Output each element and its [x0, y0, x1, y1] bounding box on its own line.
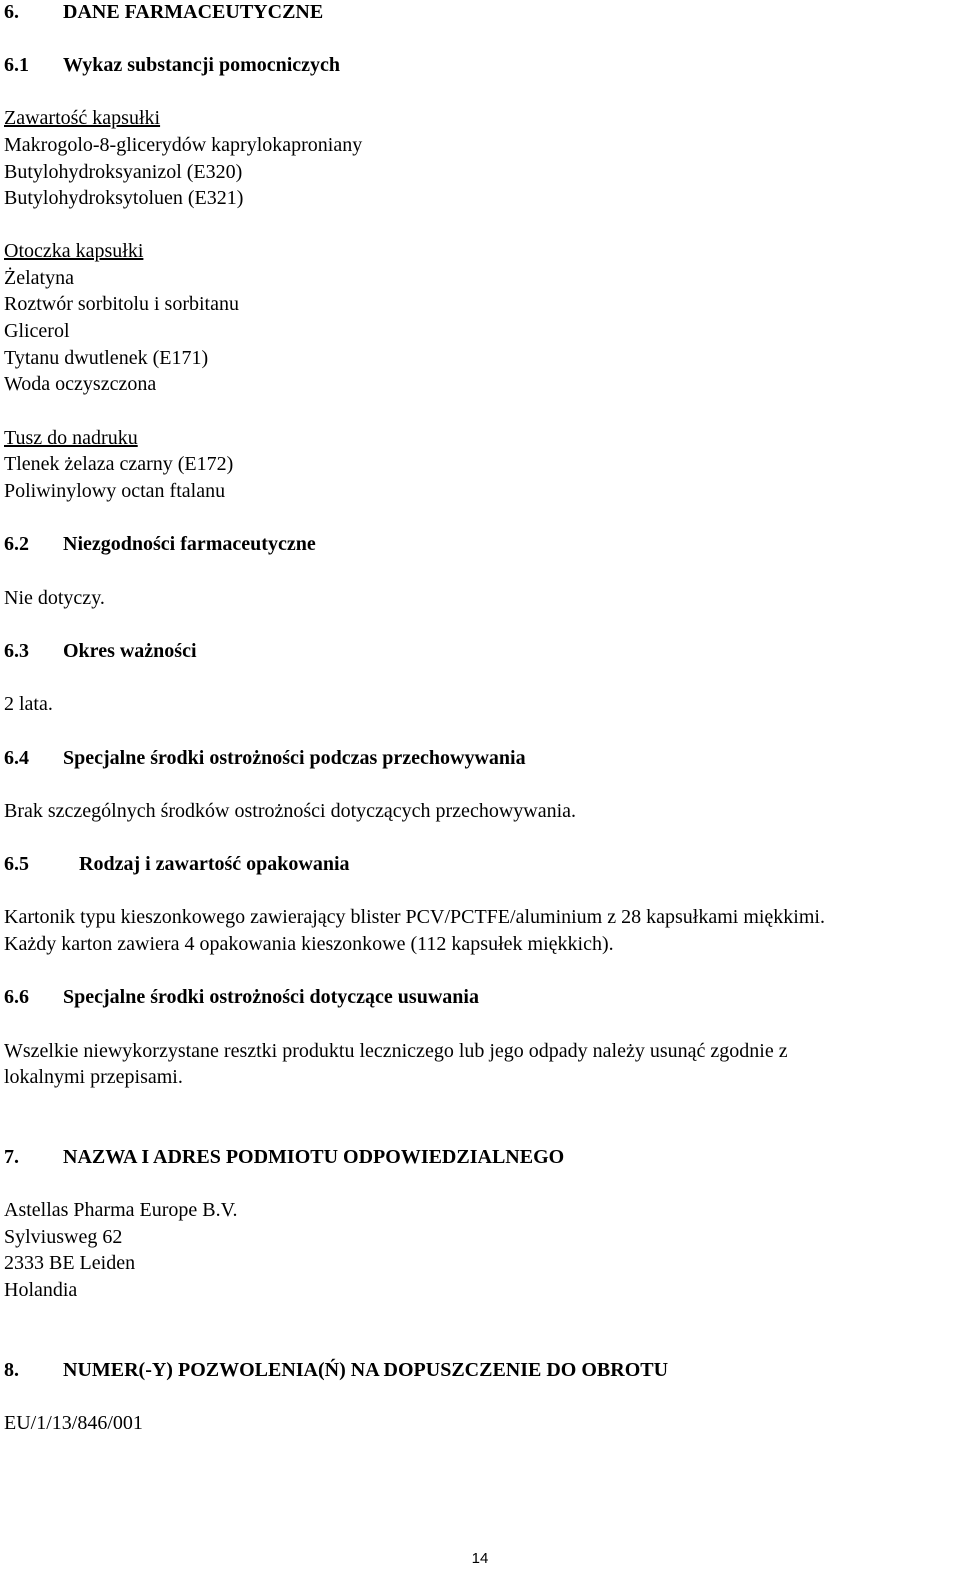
- section-text-line: Kartonik typu kieszonkowego zawierający blister PCV/PCTFE/aluminium z 28 kapsułkami miękkimi.: [4, 906, 825, 928]
- section-number: 6.6: [4, 986, 29, 1008]
- list-item: Makrogolo-8-glicerydów kaprylokaproniany: [4, 134, 363, 156]
- section-title: Niezgodności farmaceutyczne: [63, 533, 316, 555]
- section-text: Brak szczególnych środków ostrożności dotyczących przechowywania.: [4, 800, 577, 822]
- list-item: Tlenek żelaza czarny (E172): [4, 453, 234, 475]
- printing-ink-heading: Tusz do nadruku: [4, 427, 138, 449]
- section-number: 6.2: [4, 533, 29, 555]
- authorisation-number: EU/1/13/846/001: [4, 1412, 143, 1434]
- section-6-1-heading: [4, 53, 340, 77]
- address-line: Astellas Pharma Europe B.V.: [4, 1199, 238, 1221]
- section-number: 6.4: [4, 747, 29, 769]
- section-title: Specjalne środki ostrożności dotyczące usuwania: [63, 986, 479, 1008]
- list-item: Tytanu dwutlenek (E171): [4, 347, 209, 369]
- address-line: Holandia: [4, 1279, 78, 1301]
- list-item: Żelatyna: [4, 267, 74, 289]
- section-text-line: lokalnymi przepisami.: [4, 1066, 183, 1088]
- section-title: NUMER(-Y) POZWOLENIA(Ń) NA DOPUSZCZENIE DO OBROTU: [63, 1359, 669, 1381]
- list-item: Poliwinylowy octan ftalanu: [4, 480, 226, 502]
- section-title: Okres ważności: [63, 640, 197, 662]
- section-number: 8.: [4, 1359, 19, 1381]
- list-item: Butylohydroksyanizol (E320): [4, 161, 243, 183]
- section-6-heading: [4, 0, 323, 24]
- capsule-content-heading: Zawartość kapsułki: [4, 107, 161, 129]
- section-6-6-heading: [4, 985, 479, 1009]
- address-line: 2333 BE Leiden: [4, 1252, 136, 1274]
- section-8-heading: [4, 1358, 668, 1382]
- list-item: Glicerol: [4, 320, 70, 342]
- section-text: 2 lata.: [4, 693, 53, 715]
- section-text: Nie dotyczy.: [4, 587, 105, 609]
- section-number: 6.3: [4, 640, 29, 662]
- section-title: DANE FARMACEUTYCZNE: [63, 1, 324, 23]
- section-6-2-heading: [4, 532, 316, 556]
- section-6-4-heading: [4, 746, 526, 770]
- section-number: 6.1: [4, 54, 29, 76]
- section-title: NAZWA I ADRES PODMIOTU ODPOWIEDZIALNEGO: [63, 1146, 565, 1168]
- section-title: Wykaz substancji pomocniczych: [63, 54, 341, 76]
- list-item: Roztwór sorbitolu i sorbitanu: [4, 293, 239, 315]
- section-6-3-heading: [4, 639, 197, 663]
- list-item: Woda oczyszczona: [4, 373, 157, 395]
- section-7-heading: [4, 1145, 564, 1169]
- section-title: Specjalne środki ostrożności podczas przechowywania: [63, 747, 526, 769]
- section-text-line: Każdy karton zawiera 4 opakowania kieszonkowe (112 kapsułek miękkich).: [4, 933, 614, 955]
- section-number: 7.: [4, 1146, 19, 1168]
- address-line: Sylviusweg 62: [4, 1226, 123, 1248]
- section-title: Rodzaj i zawartość opakowania: [79, 853, 350, 875]
- capsule-shell-heading: Otoczka kapsułki: [4, 240, 144, 262]
- list-item: Butylohydroksytoluen (E321): [4, 187, 244, 209]
- section-text-line: Wszelkie niewykorzystane resztki produktu leczniczego lub jego odpady należy usunąć zgodnie z: [4, 1040, 788, 1062]
- section-number: 6.5: [4, 853, 29, 875]
- page-number: 14: [471, 1550, 489, 1567]
- section-6-5-heading: [4, 852, 350, 876]
- section-number: 6.: [4, 1, 19, 23]
